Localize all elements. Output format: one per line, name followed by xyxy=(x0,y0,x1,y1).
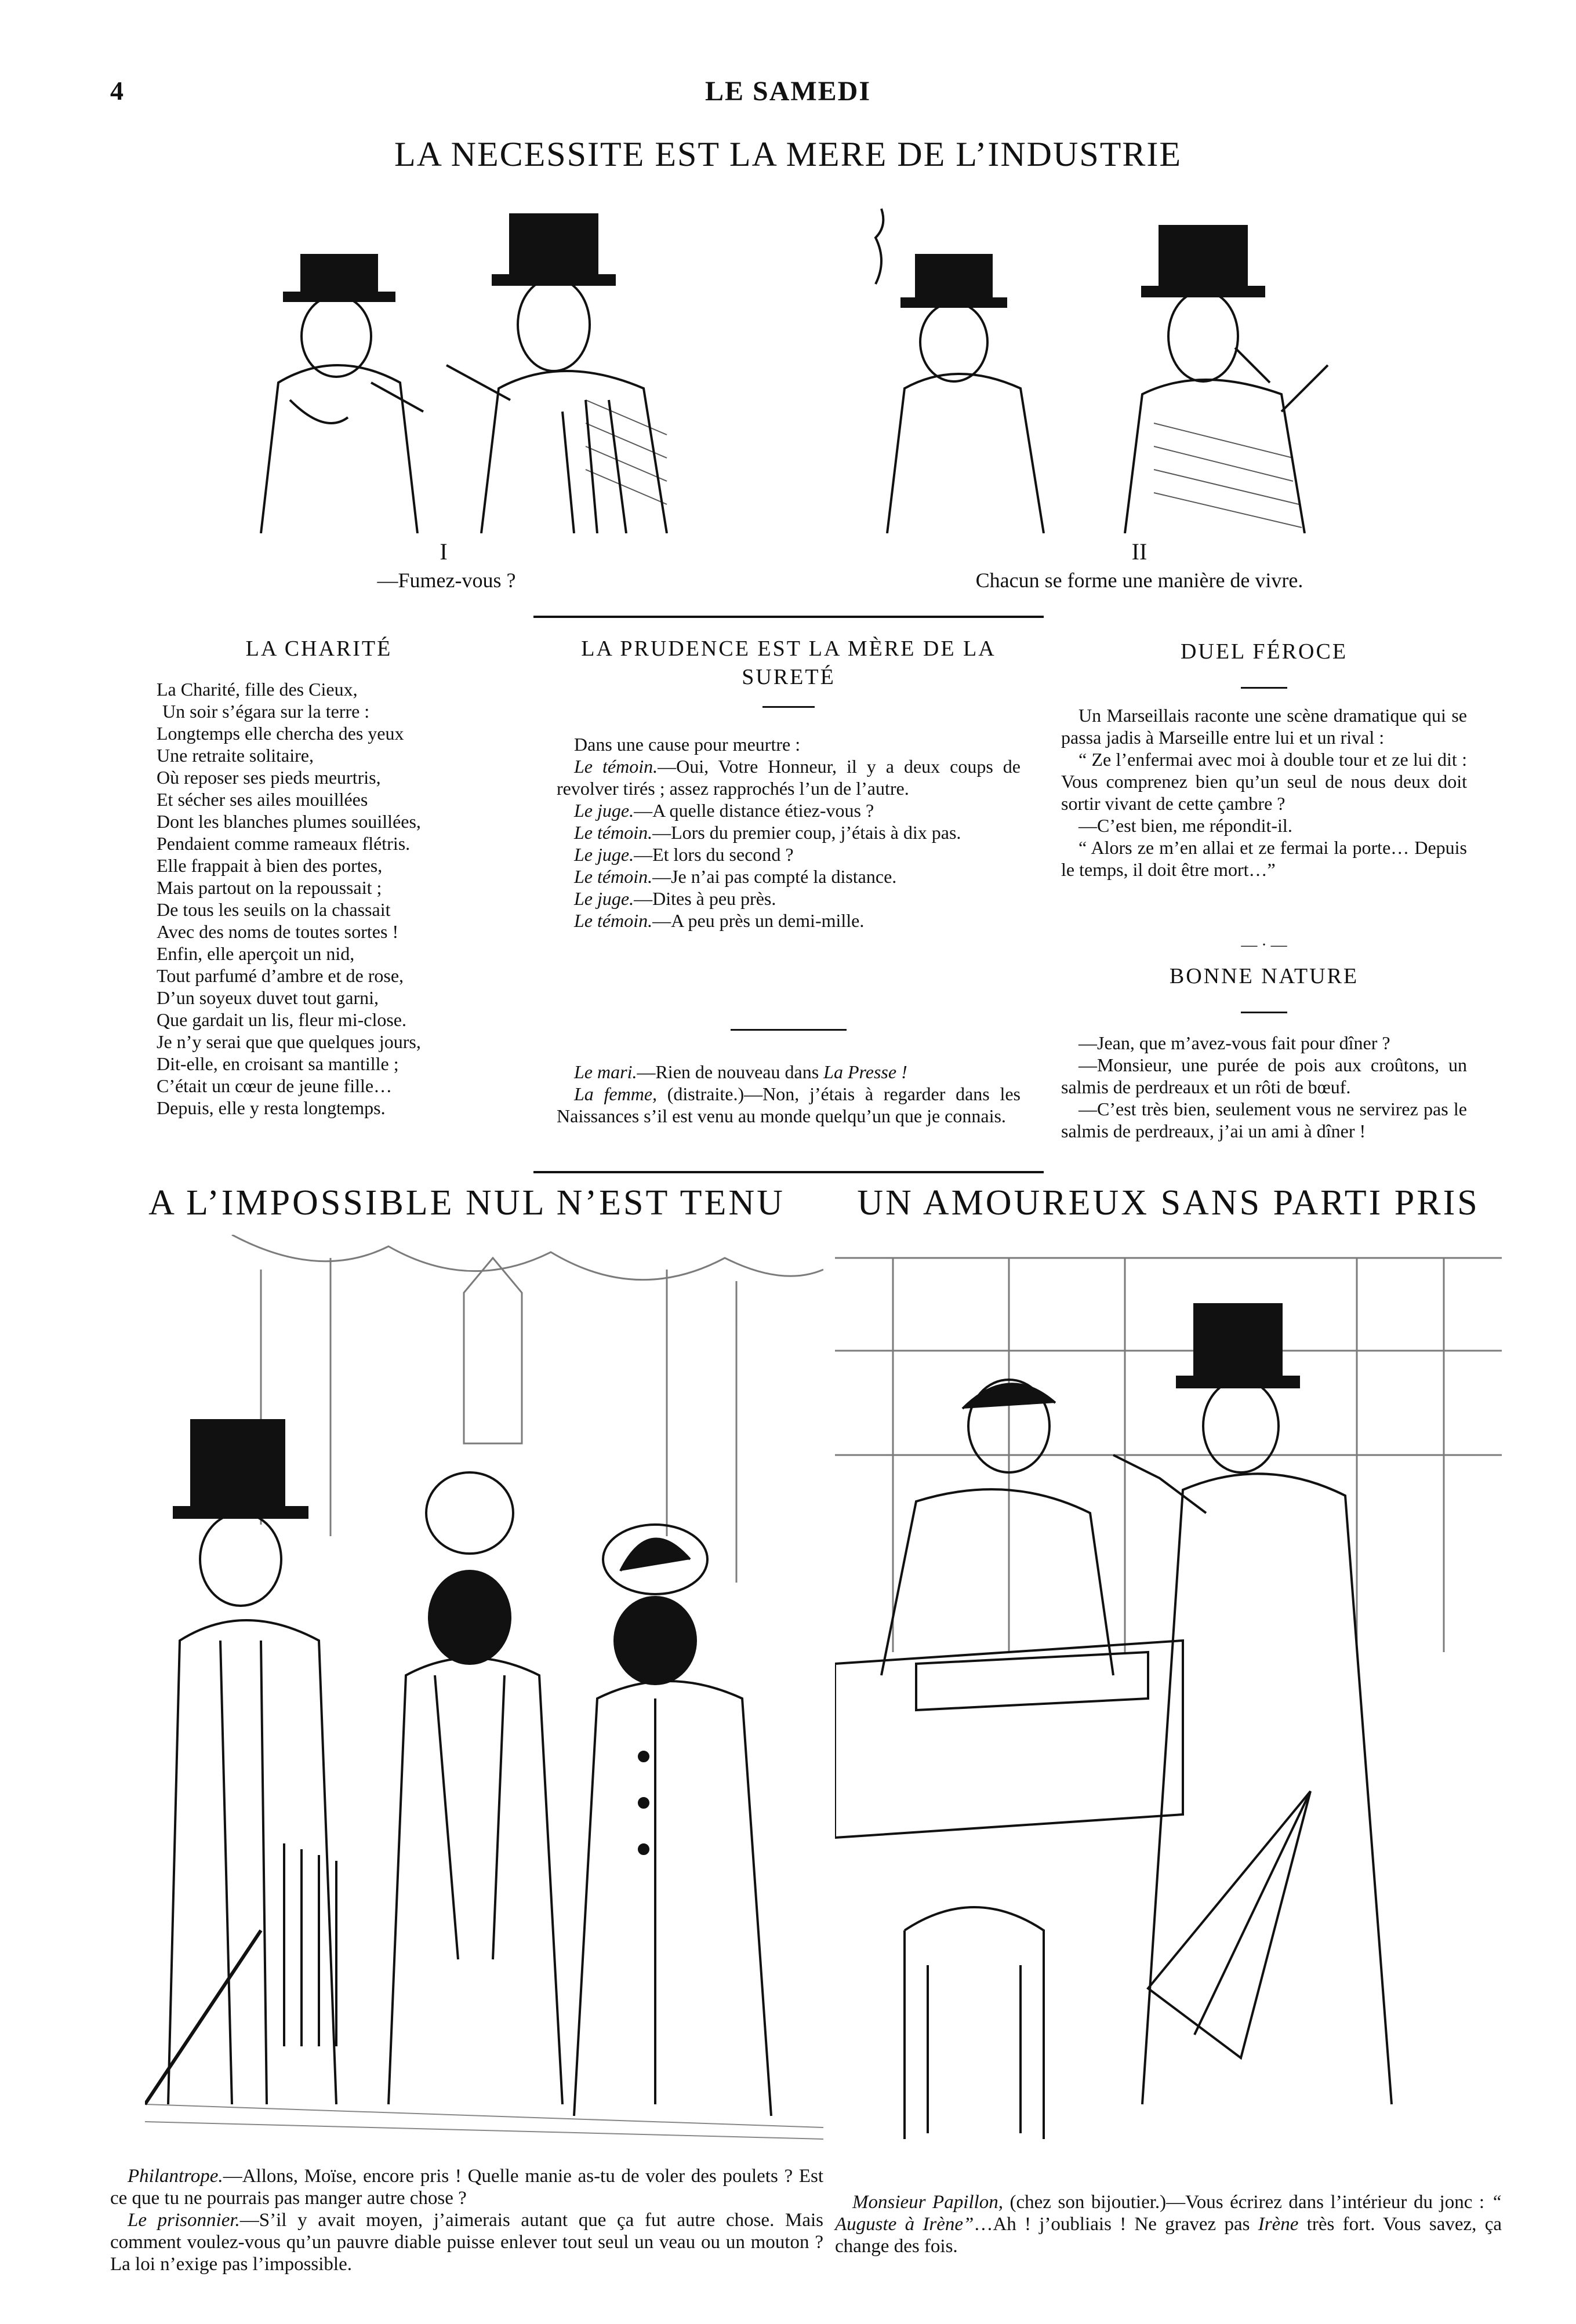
duel-title-rule xyxy=(1241,687,1287,689)
panel-2-caption: Chacun se forme une manière de vivre. xyxy=(975,569,1303,592)
philanthrope-cartoon-illustration xyxy=(145,1235,823,2145)
duel-paragraph: “ Alors ze m’en allai et ze fermai la porte… Depuis le temps, il doit être mort…” xyxy=(1061,837,1467,880)
duel-paragraph: Un Marseillais raconte une scène dramatique qui se passa jadis à Marseille entre lui et un rival : xyxy=(1061,705,1467,748)
dialogue-line: Le témoin.—Oui, Votre Honneur, il y a deux coups de revolver tirés ; assez rapprochés l’un de l’autre. xyxy=(557,756,1021,799)
poem-line: Dont les blanches plumes souillées, xyxy=(157,811,421,832)
poem-line: Et sécher ses ailes mouillées xyxy=(157,789,368,810)
dialogue-line: Le mari.—Rien de nouveau dans La Presse ! xyxy=(574,1061,907,1082)
duel-title: DUEL FÉROCE xyxy=(1180,639,1348,664)
caption-line: Le prisonnier.—S’il y avait moyen, j’aimerais autant que ça fut autre chose. Mais comment voulez-vous qu’un pauvre diable puisse enlever tout seul un veau ou un mouton ? La loi n’exige pas l’impossible. xyxy=(110,2210,823,2275)
bonne-paragraph: —Monsieur, une purée de pois aux croûtons, un salmis de perdreaux et un rôti de bœuf. xyxy=(1061,1054,1467,1097)
comic-panel-2-illustration xyxy=(852,191,1351,533)
impossible-title: A L’IMPOSSIBLE NUL N’EST TENU xyxy=(148,1183,785,1223)
poem-line: Mais partout on la repoussait ; xyxy=(157,877,382,898)
panel-1-numeral: I xyxy=(440,539,448,565)
running-title: LE SAMEDI xyxy=(705,76,871,107)
dialogue-line: Le juge.—Dites à peu près. xyxy=(574,888,776,909)
two-gentlemen-smoking-drawing xyxy=(852,191,1351,533)
caption-line: Monsieur Papillon, (chez son bijoutier.)—Vous écrirez dans l’intérieur du jonc : “ Auguste à Irène”…Ah ! j’oubliais ! Ne gravez pas Irène très fort. Vous savez, ça change des fois. xyxy=(835,2192,1502,2257)
panel-2-numeral: II xyxy=(1131,539,1147,565)
duel-paragraph: —C’est bien, me répondit-il. xyxy=(1078,815,1292,836)
poem-line: D’un soyeux duvet tout garni, xyxy=(157,987,379,1008)
section-rule-bottom xyxy=(533,1171,1044,1173)
prudence-divider xyxy=(731,1029,847,1031)
duel-paragraph: “ Ze l’enfermai avec moi à double tour et ze lui dit : Vous comprenez bien qu’un seul de nous deux doit sortir vivant de cette çambre ? xyxy=(1061,749,1467,814)
poem-line: Pendaient comme rameaux flétris. xyxy=(157,833,411,854)
dialogue-line: Le juge.—A quelle distance étiez-vous ? xyxy=(574,800,874,821)
amoureux-title: UN AMOUREUX SANS PARTI PRIS xyxy=(857,1183,1480,1223)
section-rule-top xyxy=(533,616,1044,618)
poem-line: Un soir s’égara sur la terre : xyxy=(162,701,370,722)
jeweler-cartoon-illustration xyxy=(835,1235,1502,2145)
bonne-nature-title: BONNE NATURE xyxy=(1169,964,1359,988)
poem-line: Je n’y serai que que quelques jours, xyxy=(157,1031,421,1052)
jeweler-shop-scene-drawing xyxy=(835,1235,1502,2145)
dialogue-line: Le témoin.—Je n’ai pas compté la distance. xyxy=(574,866,897,887)
poem-line: De tous les seuils on la chassait xyxy=(157,899,391,920)
main-title: LA NECESSITE EST LA MERE DE L’INDUSTRIE xyxy=(394,135,1182,173)
poem-line: Que gardait un lis, fleur mi-close. xyxy=(157,1009,406,1030)
prudence-text xyxy=(557,733,1021,932)
poem-line: Une retraite solitaire, xyxy=(157,745,314,766)
page-number: 4 xyxy=(110,76,124,106)
poem-line: Avec des noms de toutes sortes ! xyxy=(157,921,399,942)
column-divider: — · — xyxy=(1241,936,1287,954)
poem-line: C’était un cœur de jeune fille… xyxy=(157,1075,393,1096)
impossible-caption xyxy=(110,2165,823,2275)
charite-poem xyxy=(157,678,504,1119)
mari-femme-joke xyxy=(557,1061,1021,1127)
poem-line: Enfin, elle aperçoit un nid, xyxy=(157,943,355,964)
poem-line: Longtemps elle chercha des yeux xyxy=(157,723,404,744)
poem-line: La Charité, fille des Cieux, xyxy=(157,679,358,700)
poem-line: Elle frappait à bien des portes, xyxy=(157,855,383,876)
dialogue-line: Le témoin.—Lors du premier coup, j’étais à dix pas. xyxy=(574,822,961,843)
panel-1-caption: —Fumez-vous ? xyxy=(377,569,516,592)
bonne-nature-text xyxy=(1061,1032,1467,1142)
comic-panel-1-illustration xyxy=(238,191,690,533)
dialogue-line: Le juge.—Et lors du second ? xyxy=(574,844,794,865)
prudence-intro: Dans une cause pour meurtre : xyxy=(574,734,801,755)
poem-line: Tout parfumé d’ambre et de rose, xyxy=(157,965,404,986)
dialogue-line: Le témoin.—A peu près un demi-mille. xyxy=(574,910,865,931)
poem-line: Dit-elle, en croisant sa mantille ; xyxy=(157,1053,399,1074)
poem-line: Où reposer ses pieds meurtris, xyxy=(157,767,381,788)
charite-title: LA CHARITÉ xyxy=(245,637,393,661)
duel-text xyxy=(1061,704,1467,881)
philanthropist-prisoner-policeman-drawing xyxy=(145,1235,823,2145)
amoureux-caption xyxy=(835,2191,1502,2257)
dialogue-line: La femme, (distraite.)—Non, j’étais à regarder dans les Naissances s’il est venu au monde quelqu’un que je connais. xyxy=(557,1083,1021,1126)
two-gentlemen-lighting-cigar-drawing xyxy=(238,191,690,533)
bonne-nature-title-rule xyxy=(1241,1012,1287,1013)
prudence-title-rule xyxy=(762,706,815,708)
poem-line: Depuis, elle y resta longtemps. xyxy=(157,1097,386,1118)
caption-line: Philantrope.—Allons, Moïse, encore pris ! Quelle manie as-tu de voler des poulets ? Est ce que tu ne pourrais pas manger autre chose ? xyxy=(110,2166,823,2209)
prudence-title: LA PRUDENCE EST LA MÈRE DE LA SURETÉ xyxy=(581,637,996,690)
bonne-paragraph: —C’est très bien, seulement vous ne servirez pas le salmis de perdreaux, j’ai un ami à dîner ! xyxy=(1061,1099,1467,1141)
bonne-paragraph: —Jean, que m’avez-vous fait pour dîner ? xyxy=(1078,1032,1390,1053)
